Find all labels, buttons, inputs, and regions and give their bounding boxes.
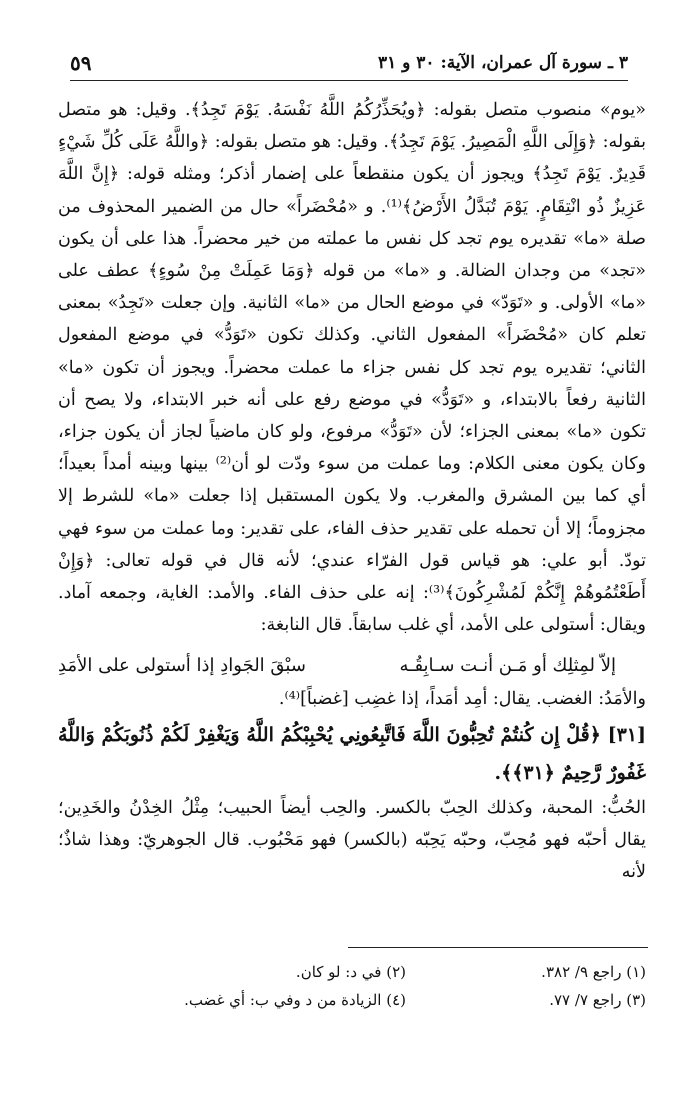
main-text [58, 94, 646, 888]
footnotes [166, 958, 646, 1014]
page-number: ٥٩ [70, 51, 92, 75]
footnote-row [166, 986, 646, 1014]
poem-verse [58, 649, 646, 683]
running-header [70, 46, 628, 81]
tafsir-paragraph-after-poem: والأمَدُ: الغضب. يقال: أمِد أمَداً، إذا غضِب [غضباً]⁽⁴⁾. [278, 689, 646, 710]
poem-hemistich-2: سبْقَ الجَوادِ إذا أستولى على الأمَدِ [58, 655, 306, 677]
footnote-1: (١) راجع ٩/ ٣٨٢. [541, 963, 646, 981]
commentary-paragraph: الحُبُّ: المحبة، وكذلك الحِبّ بالكسر. والحِب أيضاً الحبيب؛ مِثْلُ الخِدْنُ والخَدِين؛ يقال أحبّه فهو مُحِبّ، وحبّه يَحِبّه (بالكسر) فهو مَحْبُوب. قال الجوهريّ: وهذا شاذٌ؛ لأنه [58, 797, 646, 883]
footnote-row [166, 958, 646, 986]
footnote-4: (٤) الزيادة من د وفي ب: أي غضب. [184, 991, 406, 1009]
header-title: ٣ ـ سورة آل عمران، الآية: ٣٠ و ٣١ [377, 53, 628, 73]
quran-ayah: [٣١] ﴿قُلْ إِن كُنتُمْ تُحِبُّونَ اللَّهَ فَاتَّبِعُونِي يُحْبِبْكُمُ اللَّهُ وَيَغْفِرْ لَكُمْ ذُنُوبَكُمْ وَاللَّهُ غَفُورٌ رَّحِيمٌ ﴿٣١﴾﴾. [58, 723, 646, 784]
footnote-2: (٢) في د: لو كان. [295, 963, 406, 981]
footnote-3: (٣) راجع ٧/ ٧٧. [549, 991, 646, 1009]
tafsir-paragraph: «يوم» منصوب متصل بقوله: ﴿ويُحَذِّرُكُمُ اللَّهُ نَفْسَهُ. يَوْمَ تَجِدُ﴾. وقيل: هو متصل بقوله: ﴿وَإِلَى اللَّهِ الْمَصِيرُ. يَوْمَ تَجِدُ﴾. وقيل: هو متصل بقوله: ﴿واللَّهُ عَلَى كُلِّ شَيْءٍ قَدِيرٌ. يَوْمَ تَجِدُ﴾ ويجوز أن يكون منقطعاً على إضمار أذكر؛ ومثله قوله: ﴿إِنَّ اللَّهَ عَزِيزٌ ذُو انْتِقَامٍ. يَوْمَ تُبَدَّلُ الأَرْضُ﴾⁽¹⁾. و «مُحْضَراً» حال من الضمير المحذوف من صلة «ما» تقديره يوم تجد كل نفس ما عملته من خير محضراً. هذا على أن يكون «تجد» من وجدان الضالة. و «ما» من قوله ﴿وَمَا عَمِلَتْ مِنْ سُوءٍ﴾ عطف على «ما» الأولى. و «تَوَدّ» في موضع الحال من «ما» الثانية. وإن جعلت «تَجِدُ» بمعنى تعلم كان «مُحْضَراً» المفعول الثاني. وكذلك تكون «تَوَدُّ» في موضع المفعول الثاني؛ تقديره يوم تجد كل نفس جزاء ما عملت محضراً. ويجوز أن تكون «ما» الثانية رفعاً بالابتداء، و «تَوَدُّ» في موضع رفع على أنه خبر الابتداء، ولا يصح أن تكون «ما» بمعنى الجزاء؛ لأن «تَوَدُّ» مرفوع، ولو كان ماضياً لجاز أن يكون جزاء، وكان يكون معنى الكلام: وما عملت من سوء ودّت لو أن⁽²⁾ بينها وبينه أمداً بعيداً؛ أي كما بين المشرق والمغرب. ولا يكون المستقبل إذا جعلت «ما» للشرط إلا مجزوماً؛ إلا أن تحمله على تقدير حذف الفاء، على تقدير: وما عملت من سوء فهي تودّ. أبو علي: هو قياس قول الفرّاء عندي؛ لأنه قال في قوله تعالى: ﴿وَإِنْ أَطَعْتُمُوهُمْ إِنَّكُمْ لَمُشْرِكُونَ﴾⁽³⁾: إنه على حذف الفاء. والأمد: الغاية، وجمعه آماد. ويقال: أستولى على الأمد، أي غلب سابقاً. قال النابغة: [58, 100, 647, 636]
footnote-divider [348, 947, 648, 948]
poem-hemistich-1: إلاّ لمِثلِك أو مَـن أنـت سـابِقُـه [399, 655, 616, 677]
